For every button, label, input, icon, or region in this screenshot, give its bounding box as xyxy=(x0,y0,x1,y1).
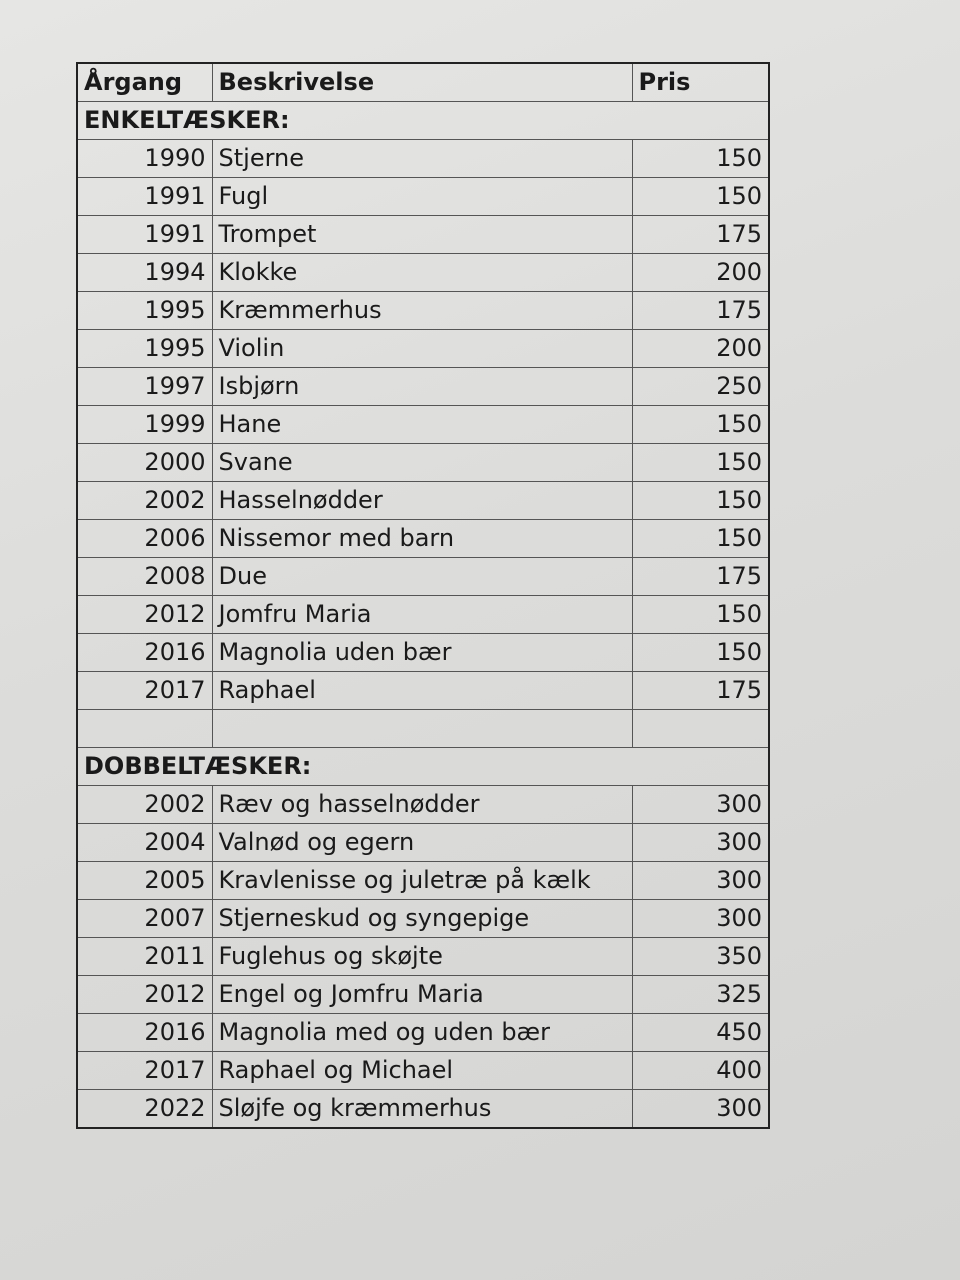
table-row xyxy=(77,482,769,520)
table-row xyxy=(77,672,769,710)
description-cell: Fuglehus og skøjte xyxy=(212,938,632,976)
price-cell: 175 xyxy=(632,558,769,596)
description-cell: Svane xyxy=(212,444,632,482)
table-row xyxy=(77,824,769,862)
description-cell: Kravlenisse og juletræ på kælk xyxy=(212,862,632,900)
price-cell: 150 xyxy=(632,178,769,216)
table-row xyxy=(77,558,769,596)
table-row xyxy=(77,938,769,976)
price-cell: 350 xyxy=(632,938,769,976)
year-cell: 2006 xyxy=(77,520,212,558)
year-cell: 2007 xyxy=(77,900,212,938)
description-cell: Kræmmerhus xyxy=(212,292,632,330)
price-cell: 300 xyxy=(632,862,769,900)
year-cell: 2000 xyxy=(77,444,212,482)
description-cell: Magnolia uden bær xyxy=(212,634,632,672)
table-row xyxy=(77,634,769,672)
price-cell: 150 xyxy=(632,520,769,558)
price-cell: 325 xyxy=(632,976,769,1014)
description-cell: Raphael og Michael xyxy=(212,1052,632,1090)
description-cell: Due xyxy=(212,558,632,596)
price-cell: 200 xyxy=(632,330,769,368)
table-row xyxy=(77,368,769,406)
section-double-row xyxy=(77,748,769,786)
price-cell: 200 xyxy=(632,254,769,292)
price-cell: 175 xyxy=(632,292,769,330)
table-row xyxy=(77,976,769,1014)
year-cell: 1991 xyxy=(77,216,212,254)
year-cell: 2017 xyxy=(77,672,212,710)
price-cell: 175 xyxy=(632,672,769,710)
year-cell: 2002 xyxy=(77,786,212,824)
description-cell: Violin xyxy=(212,330,632,368)
header-year: Årgang xyxy=(77,63,212,102)
description-cell: Raphael xyxy=(212,672,632,710)
table-row xyxy=(77,786,769,824)
description-cell: Sløjfe og kræmmerhus xyxy=(212,1090,632,1129)
year-cell: 2005 xyxy=(77,862,212,900)
price-cell: 175 xyxy=(632,216,769,254)
price-cell: 250 xyxy=(632,368,769,406)
blank-row xyxy=(77,710,769,748)
table-row xyxy=(77,520,769,558)
price-cell: 150 xyxy=(632,406,769,444)
description-cell: Fugl xyxy=(212,178,632,216)
year-cell: 2012 xyxy=(77,976,212,1014)
description-cell: Trompet xyxy=(212,216,632,254)
header-price: Pris xyxy=(632,63,769,102)
price-cell: 150 xyxy=(632,634,769,672)
year-cell: 2022 xyxy=(77,1090,212,1129)
table-row xyxy=(77,444,769,482)
year-cell: 1995 xyxy=(77,292,212,330)
description-cell: Hasselnødder xyxy=(212,482,632,520)
description-cell: Valnød og egern xyxy=(212,824,632,862)
description-cell: Hane xyxy=(212,406,632,444)
description-cell: Engel og Jomfru Maria xyxy=(212,976,632,1014)
table-row xyxy=(77,330,769,368)
year-cell: 2004 xyxy=(77,824,212,862)
header-description: Beskrivelse xyxy=(212,63,632,102)
year-cell: 2017 xyxy=(77,1052,212,1090)
table-row xyxy=(77,216,769,254)
table-row xyxy=(77,292,769,330)
price-cell: 450 xyxy=(632,1014,769,1052)
description-cell: Magnolia med og uden bær xyxy=(212,1014,632,1052)
table-row xyxy=(77,596,769,634)
price-cell: 150 xyxy=(632,482,769,520)
year-cell: 2002 xyxy=(77,482,212,520)
price-cell: 150 xyxy=(632,596,769,634)
description-cell: Stjerneskud og syngepige xyxy=(212,900,632,938)
price-cell: 300 xyxy=(632,786,769,824)
price-cell: 150 xyxy=(632,140,769,178)
year-cell: 2008 xyxy=(77,558,212,596)
section-single-pad xyxy=(632,102,769,140)
year-cell: 2016 xyxy=(77,634,212,672)
section-double-pad xyxy=(632,748,769,786)
table-row xyxy=(77,1014,769,1052)
table-row xyxy=(77,254,769,292)
price-table xyxy=(76,62,770,1129)
table-row xyxy=(77,406,769,444)
section-double-label: DOBBELTÆSKER: xyxy=(77,748,632,786)
year-cell: 2011 xyxy=(77,938,212,976)
table-row xyxy=(77,900,769,938)
table-row xyxy=(77,1090,769,1129)
description-cell: Ræv og hasselnødder xyxy=(212,786,632,824)
section-single-label: ENKELTÆSKER: xyxy=(77,102,632,140)
price-cell: 400 xyxy=(632,1052,769,1090)
description-cell: Isbjørn xyxy=(212,368,632,406)
price-cell: 300 xyxy=(632,1090,769,1129)
description-cell: Klokke xyxy=(212,254,632,292)
table-row xyxy=(77,1052,769,1090)
section-single-row xyxy=(77,102,769,140)
year-cell: 2012 xyxy=(77,596,212,634)
price-cell: 300 xyxy=(632,900,769,938)
year-cell: 1991 xyxy=(77,178,212,216)
price-cell: 300 xyxy=(632,824,769,862)
table-row xyxy=(77,140,769,178)
year-cell: 2016 xyxy=(77,1014,212,1052)
year-cell: 1997 xyxy=(77,368,212,406)
description-cell: Stjerne xyxy=(212,140,632,178)
year-cell: 1994 xyxy=(77,254,212,292)
table-row xyxy=(77,862,769,900)
table-row xyxy=(77,178,769,216)
price-sheet xyxy=(76,62,768,1129)
year-cell: 1995 xyxy=(77,330,212,368)
description-cell: Jomfru Maria xyxy=(212,596,632,634)
description-cell: Nissemor med barn xyxy=(212,520,632,558)
header-row xyxy=(77,63,769,102)
price-cell: 150 xyxy=(632,444,769,482)
year-cell: 1999 xyxy=(77,406,212,444)
year-cell: 1990 xyxy=(77,140,212,178)
